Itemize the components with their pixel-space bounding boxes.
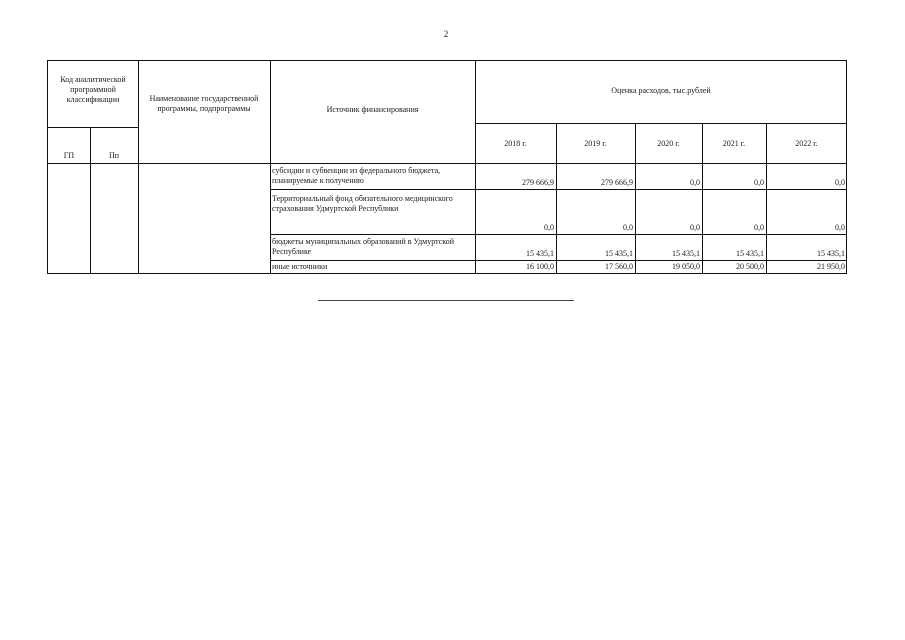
row-value: 15 435,1 (736, 249, 764, 258)
header-code-group: Код аналитической программной классификации (60, 75, 126, 104)
row-value: 279 666,9 (601, 178, 633, 187)
row-source: иные источники (272, 262, 328, 271)
header-year-2022: 2022 г. (795, 139, 818, 148)
header-year-2018: 2018 г. (504, 139, 527, 148)
grid-line (270, 61, 271, 274)
row-value: 15 435,1 (672, 249, 700, 258)
row-value: 15 435,1 (817, 249, 845, 258)
financing-table (47, 60, 847, 274)
row-value: 21 950,0 (817, 262, 845, 271)
row-value: 0,0 (544, 223, 554, 232)
row-value: 0,0 (835, 223, 845, 232)
row-value: 0,0 (835, 178, 845, 187)
grid-line (48, 163, 847, 164)
header-program-name: Наименование государственной программы, подпрограммы (149, 94, 259, 113)
row-value: 0,0 (754, 178, 764, 187)
row-value: 279 666,9 (522, 178, 554, 187)
row-value: 19 050,0 (672, 262, 700, 271)
header-year-2021: 2021 г. (722, 139, 746, 148)
row-value: 0,0 (754, 223, 764, 232)
grid-line (138, 61, 139, 274)
grid-line (270, 189, 847, 190)
row-value: 15 435,1 (605, 249, 633, 258)
header-year-2020: 2020 г. (657, 139, 680, 148)
header-estimate: Оценка расходов, тыс.рублей (611, 86, 711, 95)
header-source: Источник финансирования (326, 105, 419, 114)
grid-line (90, 127, 91, 274)
row-source: Территориальный фонд обязательного медицинского страхования Удмуртской Республики (272, 194, 453, 213)
header-gp: ГП (63, 151, 75, 160)
end-separator-line (318, 300, 574, 301)
row-value: 20 500,0 (736, 262, 764, 271)
grid-line (475, 123, 847, 124)
row-source: бюджеты муниципальных образований в Удмуртской Республике (272, 237, 454, 256)
row-value: 16 100,0 (526, 262, 554, 271)
row-value: 0,0 (690, 178, 700, 187)
grid-line (270, 260, 847, 261)
row-source: субсидии и субвенции из федерального бюджета, планируемые к получению (272, 166, 441, 185)
page-number: 2 (443, 29, 449, 39)
grid-line (48, 127, 138, 128)
grid-line (270, 234, 847, 235)
header-year-2019: 2019 г. (584, 139, 607, 148)
row-value: 17 560,0 (605, 262, 633, 271)
header-pp: Пп (108, 151, 120, 160)
row-value: 0,0 (623, 223, 633, 232)
row-value: 0,0 (690, 223, 700, 232)
row-value: 15 435,1 (526, 249, 554, 258)
